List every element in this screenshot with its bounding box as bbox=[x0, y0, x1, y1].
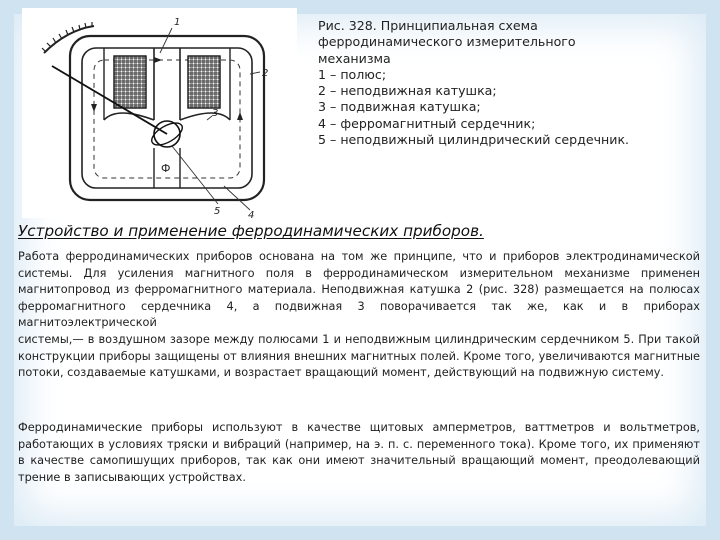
flux-arrow-right bbox=[237, 112, 243, 120]
label-5: 5 bbox=[214, 206, 221, 217]
ferrodynamic-mechanism-diagram bbox=[22, 8, 297, 218]
diagram-svg bbox=[22, 8, 297, 218]
caption-title-line1: Рис. 328. Принципиальная схема bbox=[318, 18, 538, 33]
label-1: 1 bbox=[174, 17, 181, 28]
caption-title-line3: механизма bbox=[318, 50, 391, 66]
fixed-coil-left bbox=[114, 56, 146, 108]
label-3: 3 bbox=[212, 108, 219, 119]
caption-item-2: 2 – неподвижная катушка; bbox=[318, 83, 497, 99]
caption-item-4: 4 – ферромагнитный сердечник; bbox=[318, 115, 536, 131]
flux-arrow-left bbox=[91, 104, 97, 112]
scale-arc bbox=[44, 26, 94, 53]
caption-item-1: 1 – полюс; bbox=[318, 66, 387, 82]
paragraph-1-part-1: Работа ферродинамических приборов основана на том же принципе, что и приборов электродинамической системы. Для усиления магнитного поля в ферродинамическом измерительном механизме применен магнитопровод из ферромагнитного материала. Неподвижная катушка 2 (рис. 328) размещается на полюсах ферромагнитного сердечника 4, а подвижная 3 поворачивается так же, как и в приборах магнитоэлектрической bbox=[18, 250, 700, 330]
caption-title-line2: ферродинамического измерительного bbox=[318, 34, 576, 50]
flux-label: Ф bbox=[161, 162, 171, 175]
label-2: 2 bbox=[262, 68, 269, 79]
section-heading: Устройство и применение ферродинамических приборов. bbox=[18, 222, 484, 240]
paragraph-2: Ферродинамические приборы используют в качестве щитовых амперметров, ваттметров и вольтметров, работающих в условиях тряски и вибраций (например, на э. п. с. переменного тока). Кроме того, их применяют в качестве самопишущих приборов, так как они имеют значительный вращающий момент, преодолевающий трение в записывающих устройствах. bbox=[18, 421, 700, 484]
figure-caption bbox=[318, 18, 698, 148]
pole-left bbox=[104, 113, 154, 120]
label-4: 4 bbox=[248, 210, 255, 218]
caption-item-3: 3 – подвижная катушка; bbox=[318, 99, 481, 115]
caption-item-5: 5 – неподвижный цилиндрический сердечник. bbox=[318, 132, 630, 148]
paragraph-1 bbox=[18, 249, 700, 382]
flux-arrow-top bbox=[154, 57, 162, 63]
fixed-coil-right bbox=[188, 56, 220, 108]
paragraph-1-part-2: системы,— в воздушном зазоре между полюсами 1 и неподвижным цилиндрическим сердечником 5. При такой конструкции приборы защищены от влияния внешних магнитных полей. Кроме того, увеличиваются магнитные потоки, создаваемые катушками, и возрастает вращающий момент, действующий на подвижную систему. bbox=[18, 332, 700, 380]
pole-right bbox=[180, 113, 230, 120]
core-outer bbox=[70, 36, 264, 200]
